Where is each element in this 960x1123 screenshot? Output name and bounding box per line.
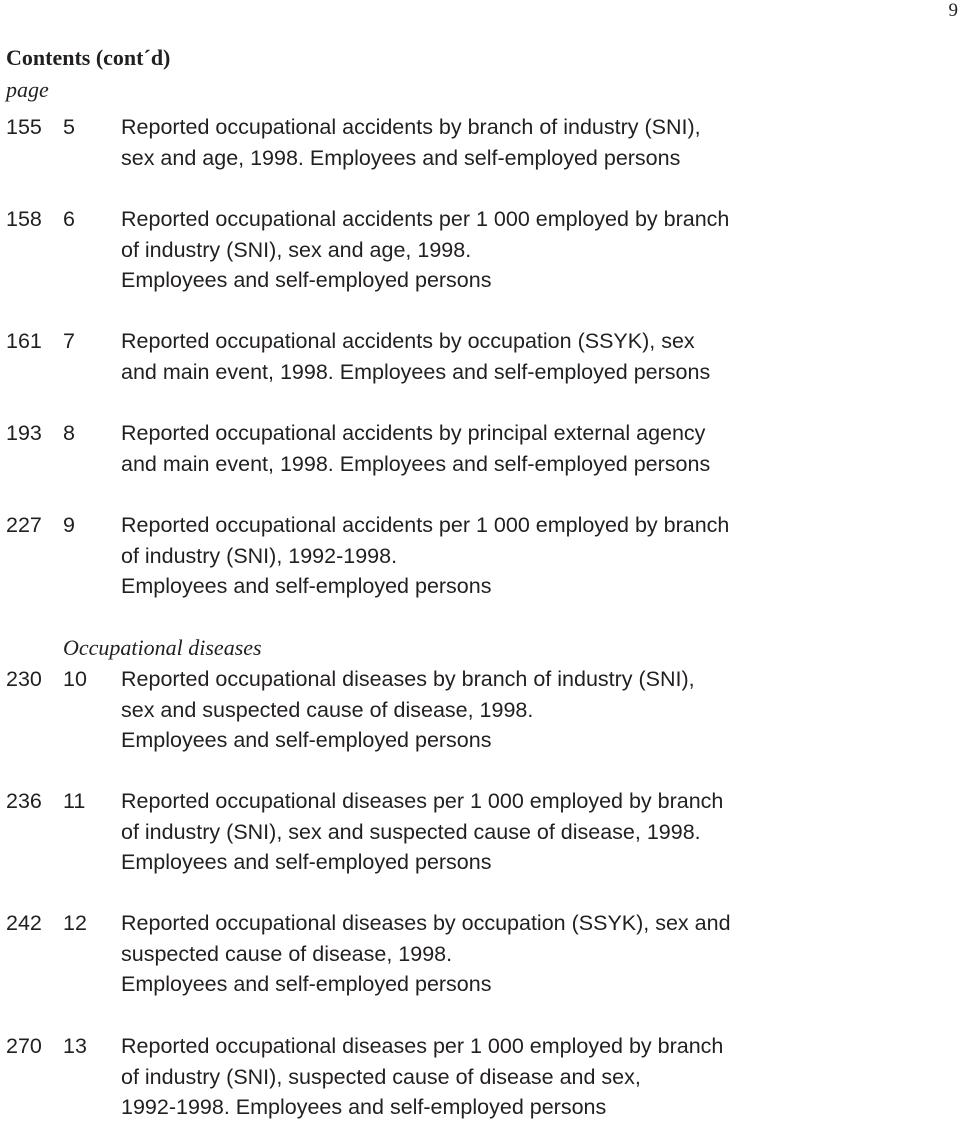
entry-page-number bbox=[6, 1031, 42, 1062]
entry-title-line: of industry (SNI), 1992-1998. bbox=[121, 543, 398, 568]
entry-page-number-text: 270 bbox=[6, 1034, 42, 1058]
entry-title-line: sex and age, 1998. Employees and self-employed persons bbox=[121, 145, 681, 170]
entry-title-line: of industry (SNI), suspected cause of disease and sex, bbox=[121, 1064, 641, 1089]
entry-title bbox=[121, 112, 781, 173]
entry-title-line: Reported occupational accidents per 1 000 employed by branch bbox=[121, 207, 730, 231]
entry-table-number-text: 13 bbox=[63, 1034, 87, 1058]
entry-title-line: Reported occupational diseases per 1 000 employed by branch bbox=[121, 789, 724, 813]
entry-table-number-text: 6 bbox=[63, 207, 75, 231]
entry-table-number bbox=[63, 510, 75, 541]
entry-table-number bbox=[63, 908, 87, 939]
entry-title-line: of industry (SNI), sex and suspected cause of disease, 1998. bbox=[121, 819, 701, 844]
entry-table-number bbox=[63, 786, 85, 817]
entry-title bbox=[121, 326, 781, 387]
entry-title-line: Reported occupational diseases per 1 000 employed by branch bbox=[121, 1034, 724, 1058]
entry-title bbox=[121, 664, 781, 756]
entry-title-line: and main event, 1998. Employees and self-employed persons bbox=[121, 359, 711, 384]
entry-title-line: 1992-1998. Employees and self-employed persons bbox=[121, 1095, 607, 1120]
entry-title-line: Reported occupational accidents per 1 000 employed by branch bbox=[121, 513, 730, 537]
entry-title-line: Employees and self-employed persons bbox=[121, 972, 492, 997]
page-column-label: page bbox=[6, 77, 49, 102]
entry-title-line: and main event, 1998. Employees and self-employed persons bbox=[121, 451, 711, 476]
entry-title bbox=[121, 908, 781, 1000]
entry-page-number bbox=[6, 664, 42, 695]
entry-page-number bbox=[6, 112, 42, 143]
entry-page-number-text: 227 bbox=[6, 513, 42, 537]
entry-page-number bbox=[6, 786, 42, 817]
entry-table-number bbox=[63, 418, 75, 449]
entry-title-line: Reported occupational accidents by branch of industry (SNI), bbox=[121, 115, 701, 139]
entry-title bbox=[121, 510, 781, 602]
entry-title-line: Reported occupational diseases by occupation (SSYK), sex and bbox=[121, 911, 731, 935]
entry-page-number-text: 236 bbox=[6, 789, 42, 813]
entry-page-number bbox=[6, 510, 42, 541]
entry-table-number-text: 7 bbox=[63, 329, 75, 353]
entry-title-line: Employees and self-employed persons bbox=[121, 574, 492, 599]
entry-page-number bbox=[6, 204, 42, 235]
entry-table-number bbox=[63, 112, 75, 143]
entry-table-number-text: 10 bbox=[63, 667, 87, 691]
entry-title bbox=[121, 1031, 781, 1123]
page-number: 9 bbox=[948, 0, 958, 21]
entry-title bbox=[121, 418, 781, 479]
entry-table-number bbox=[63, 204, 75, 235]
entry-page-number-text: 193 bbox=[6, 421, 42, 445]
entry-page-number-text: 158 bbox=[6, 207, 42, 231]
entry-table-number-text: 9 bbox=[63, 513, 75, 537]
entry-title-line: suspected cause of disease, 1998. bbox=[121, 941, 453, 966]
entry-title-line: Employees and self-employed persons bbox=[121, 850, 492, 875]
entry-title-line: sex and suspected cause of disease, 1998. bbox=[121, 697, 534, 722]
entry-table-number-text: 8 bbox=[63, 421, 75, 445]
entry-title-line: of industry (SNI), sex and age, 1998. bbox=[121, 237, 472, 262]
page-title: Contents (cont´d) bbox=[6, 45, 171, 70]
entry-title-line: Employees and self-employed persons bbox=[121, 728, 492, 753]
entry-table-number-text: 11 bbox=[63, 789, 86, 813]
entry-title-line: Reported occupational diseases by branch of industry (SNI), bbox=[121, 667, 695, 691]
entry-page-number bbox=[6, 418, 42, 449]
entry-table-number bbox=[63, 664, 87, 695]
section-label-occupational-diseases: Occupational diseases bbox=[63, 635, 262, 660]
entry-title bbox=[121, 204, 781, 296]
entry-page-number-text: 155 bbox=[6, 115, 42, 139]
entry-title-line: Employees and self-employed persons bbox=[121, 268, 492, 293]
entry-title-line: Reported occupational accidents by principal external agency bbox=[121, 421, 706, 445]
entry-page-number-text: 242 bbox=[6, 911, 42, 935]
entry-table-number-text: 5 bbox=[63, 115, 75, 139]
entry-page-number bbox=[6, 326, 42, 357]
entry-page-number-text: 230 bbox=[6, 667, 42, 691]
entry-title bbox=[121, 786, 781, 878]
entry-title-line: Reported occupational accidents by occupation (SSYK), sex bbox=[121, 329, 695, 353]
entry-table-number-text: 12 bbox=[63, 911, 87, 935]
entry-table-number bbox=[63, 326, 75, 357]
entry-table-number bbox=[63, 1031, 87, 1062]
entry-page-number bbox=[6, 908, 42, 939]
entry-page-number-text: 161 bbox=[6, 329, 42, 353]
